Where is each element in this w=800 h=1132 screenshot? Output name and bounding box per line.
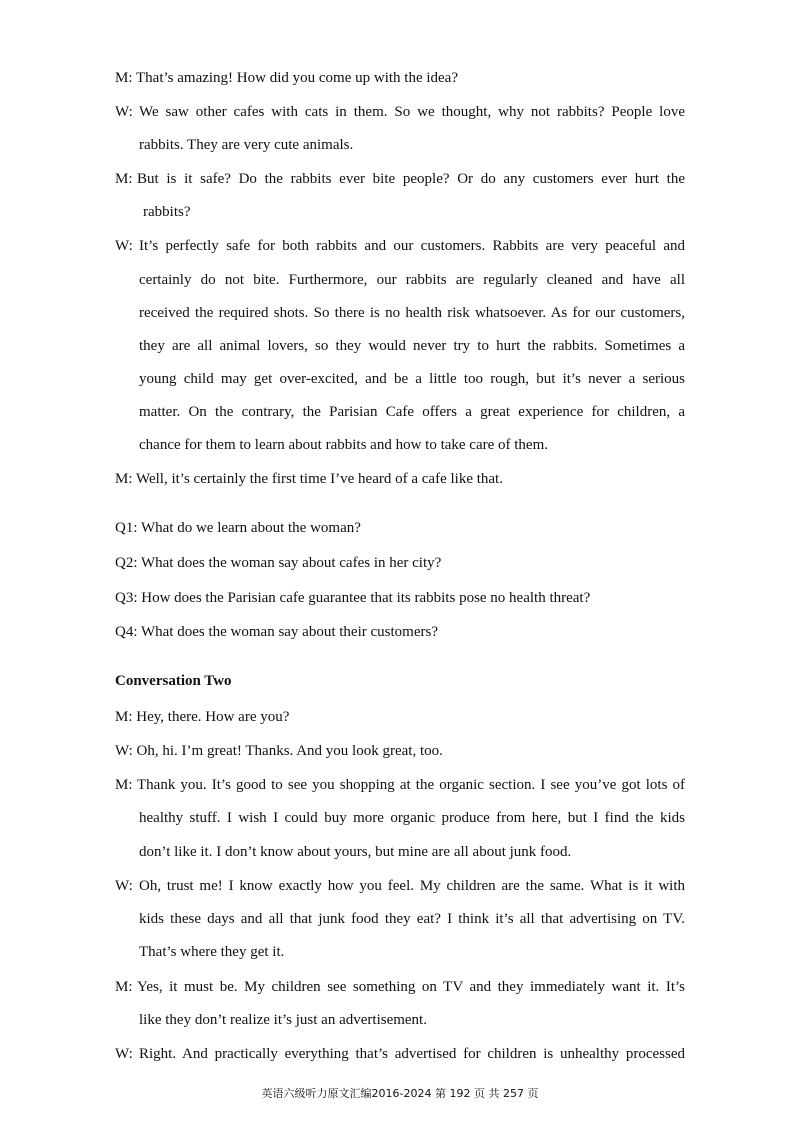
conv2-turn-2: W: Oh, hi. I’m great! Thanks. And you look great, too. xyxy=(115,743,443,759)
turn-4-line-1: It’s perfectly safe for both rabbits and our customers. Rabbits are very peaceful and xyxy=(139,238,685,254)
conv2-turn-3-speaker: M: xyxy=(115,777,133,793)
turn-4-line-3: received the required shots. So there is no health risk whatsoever. As for our customers, xyxy=(139,305,685,321)
question-4: Q4: What does the woman say about their customers? xyxy=(115,624,438,640)
turn-4-speaker: W: xyxy=(115,238,133,254)
turn-3-speaker: M: xyxy=(115,171,133,187)
turn-3-line-1: But is it safe? Do the rabbits ever bite people? Or do any customers ever hurt the xyxy=(137,171,685,187)
conv2-turn-3-line-1: Thank you. It’s good to see you shopping at the organic section. I see you’ve got lots of xyxy=(137,777,685,793)
turn-4-line-6: matter. On the contrary, the Parisian Cafe offers a great experience for children, a xyxy=(139,404,685,420)
section-heading: Conversation Two xyxy=(115,673,232,689)
turn-2-speaker: W: xyxy=(115,104,133,120)
conv2-turn-6-speaker: W: xyxy=(115,1046,133,1062)
turn-5-line-1: M: Well, it’s certainly the first time I’ve heard of a cafe like that. xyxy=(115,471,503,487)
conv2-turn-6-line-1: Right. And practically everything that’s advertised for children is unhealthy processed xyxy=(139,1046,685,1062)
turn-4-line-5: young child may get over-excited, and be a little too rough, but it’s never a serious xyxy=(139,371,685,387)
turn-4-line-2: certainly do not bite. Furthermore, our rabbits are regularly cleaned and have all xyxy=(139,272,685,288)
question-3: Q3: How does the Parisian cafe guarantee that its rabbits pose no health threat? xyxy=(115,590,591,606)
conv2-turn-3-line-2: healthy stuff. I wish I could buy more organic produce from here, but I find the kids xyxy=(139,810,685,826)
conv2-turn-5-line-1: Yes, it must be. My children see something on TV and they immediately want it. It’s xyxy=(137,979,685,995)
turn-4-line-4: they are all animal lovers, so they would never try to hurt the rabbits. Sometimes a xyxy=(139,338,685,354)
conv2-turn-4-line-3: That’s where they get it. xyxy=(139,944,285,960)
page-footer: 英语六级听力原文汇编2016-2024 第 192 页 共 257 页 xyxy=(261,1087,539,1100)
turn-2-line-1: We saw other cafes with cats in them. So we thought, why not rabbits? People love xyxy=(139,104,685,120)
turn-2-line-2: rabbits. They are very cute animals. xyxy=(139,137,354,153)
question-2: Q2: What does the woman say about cafes in her city? xyxy=(115,555,442,571)
conv2-turn-1: M: Hey, there. How are you? xyxy=(115,709,290,725)
conv2-turn-3-line-3: don’t like it. I don’t know about yours, but mine are all about junk food. xyxy=(139,844,572,860)
conv2-turn-4-line-1: Oh, trust me! I know exactly how you feel. My children are the same. What is it with xyxy=(139,878,685,894)
turn-3-line-2: rabbits? xyxy=(143,204,191,220)
turn-4-line-7: chance for them to learn about rabbits and how to take care of them. xyxy=(139,437,549,453)
conv2-turn-4-line-2: kids these days and all that junk food they eat? I think it’s all that advertising on TV. xyxy=(139,911,685,927)
conv2-turn-5-line-2: like they don’t realize it’s just an advertisement. xyxy=(139,1012,427,1028)
conv2-turn-4-speaker: W: xyxy=(115,878,133,894)
turn-1-line-1: M: That’s amazing! How did you come up with the idea? xyxy=(115,70,458,86)
question-1: Q1: What do we learn about the woman? xyxy=(115,520,361,536)
conv2-turn-5-speaker: M: xyxy=(115,979,133,995)
